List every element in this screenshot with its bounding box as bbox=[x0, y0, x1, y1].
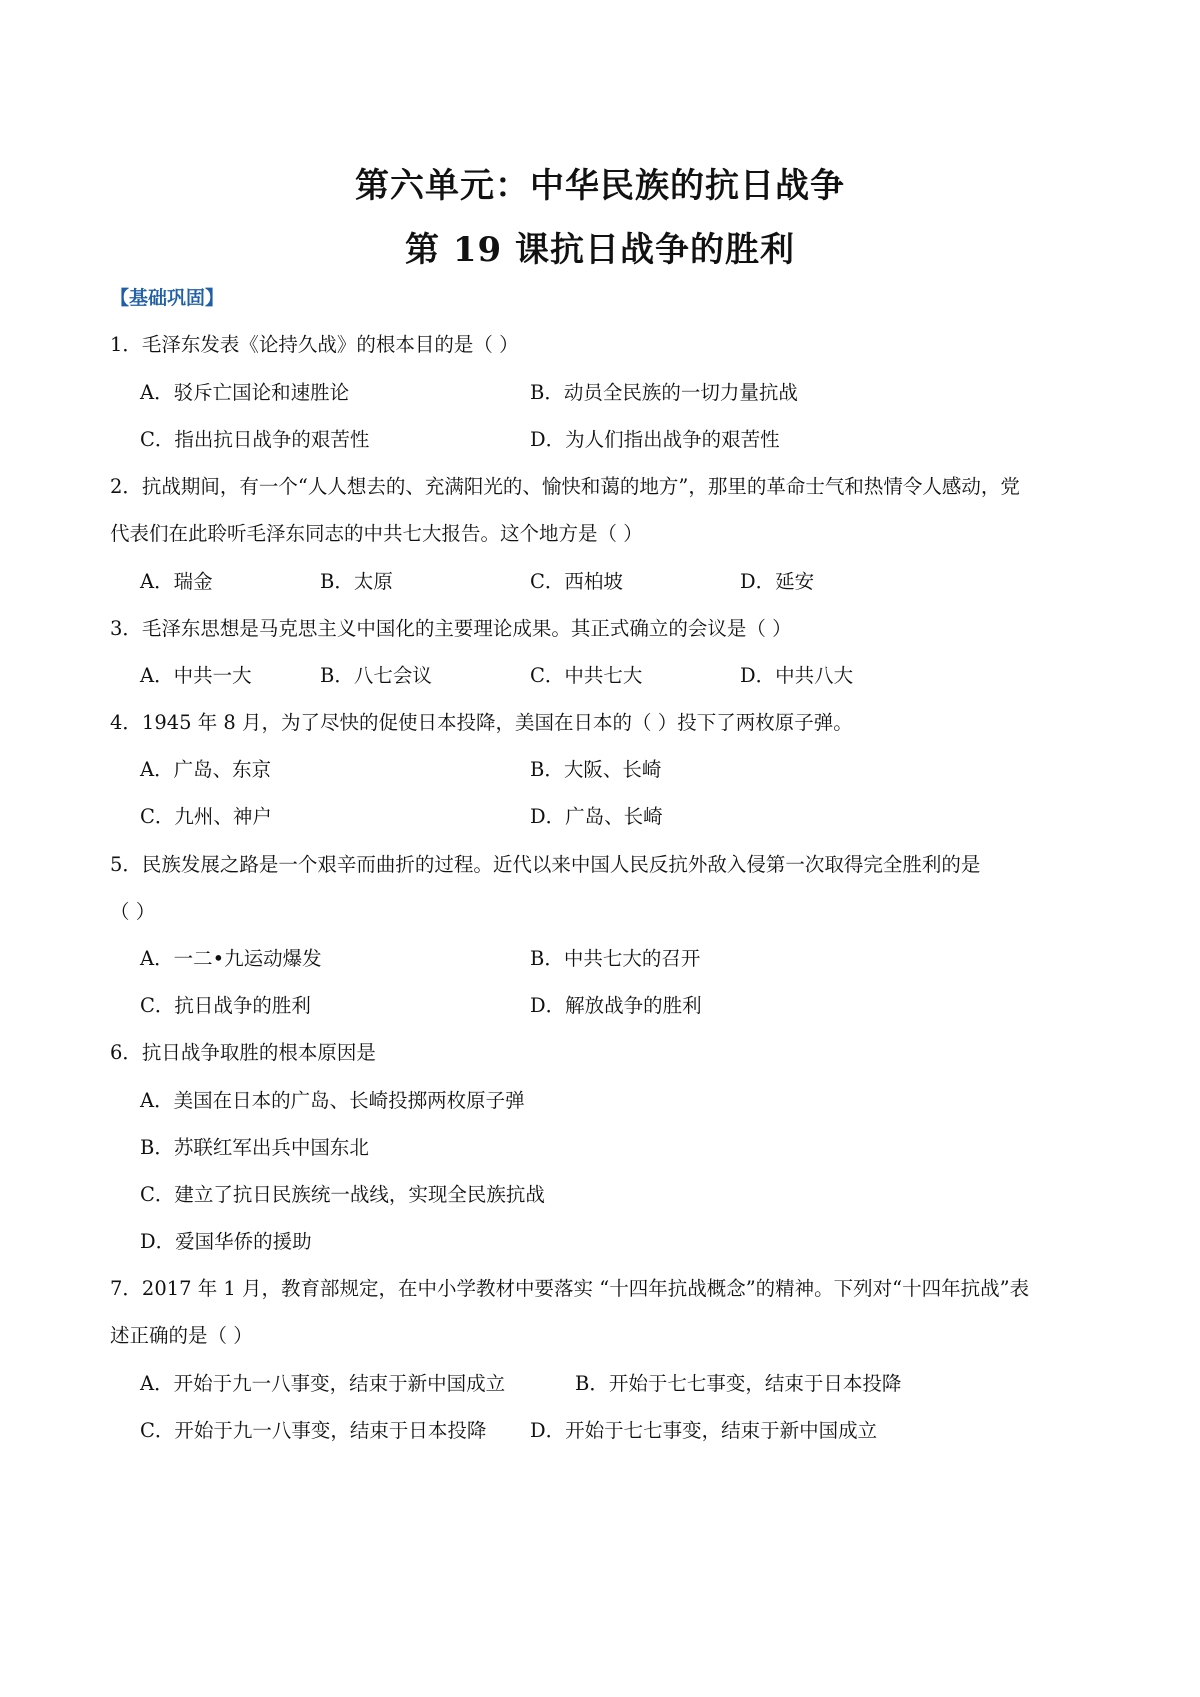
question-6-option-b: B．苏联红军出兵中国东北 bbox=[140, 1136, 369, 1159]
question-2-option-c: C．西柏坡 bbox=[530, 570, 623, 593]
question-5-option-b: B．中共七大的召开 bbox=[530, 947, 701, 970]
question-4-option-c: C．九州、神户 bbox=[140, 805, 272, 828]
question-5-option-a: A．一二•九运动爆发 bbox=[140, 947, 322, 970]
question-2-option-a: A．瑞金 bbox=[140, 570, 213, 593]
question-7-stem-line-2: 述正确的是（ ） bbox=[110, 1324, 253, 1347]
question-1-option-d: D．为人们指出战争的艰苦性 bbox=[530, 428, 780, 451]
question-3-stem: 3．毛泽东思想是马克思主义中国化的主要理论成果。其正式确立的会议是（ ） bbox=[110, 617, 792, 640]
question-7-stem-line-1: 7．2017 年 1 月，教育部规定，在中小学教材中要落实 “十四年抗战概念”的精神。下列对“十四年抗战”表 bbox=[110, 1277, 1030, 1300]
section-heading: 【基础巩固】 bbox=[110, 287, 225, 309]
question-7-option-b: B．开始于七七事变，结束于日本投降 bbox=[575, 1372, 902, 1395]
question-7-option-d: D．开始于七七事变，结束于新中国成立 bbox=[530, 1419, 878, 1442]
question-2-option-b: B．太原 bbox=[320, 570, 393, 593]
question-7-option-a: A．开始于九一八事变，结束于新中国成立 bbox=[140, 1372, 506, 1395]
question-5-option-d: D．解放战争的胜利 bbox=[530, 994, 702, 1017]
question-6-option-c: C．建立了抗日民族统一战线，实现全民族抗战 bbox=[140, 1183, 545, 1206]
question-5-option-c: C．抗日战争的胜利 bbox=[140, 994, 311, 1017]
question-1-stem: 1．毛泽东发表《论持久战》的根本目的是（ ） bbox=[110, 333, 519, 356]
question-6-option-a: A．美国在日本的广岛、长崎投掷两枚原子弹 bbox=[140, 1089, 525, 1112]
lesson-title: 第 19 课抗日战争的胜利 bbox=[405, 230, 795, 270]
question-4-option-b: B．大阪、长崎 bbox=[530, 758, 662, 781]
question-3-option-c: C．中共七大 bbox=[530, 664, 643, 687]
question-1-option-a: A．驳斥亡国论和速胜论 bbox=[140, 381, 350, 404]
question-4-option-a: A．广岛、东京 bbox=[140, 758, 272, 781]
question-3-option-a: A．中共一大 bbox=[140, 664, 252, 687]
question-5-stem-line-2: （ ） bbox=[110, 900, 156, 923]
question-5-stem-line-1: 5．民族发展之路是一个艰辛而曲折的过程。近代以来中国人民反抗外敌入侵第一次取得完全胜利的是 bbox=[110, 853, 981, 876]
question-4-option-d: D．广岛、长崎 bbox=[530, 805, 663, 828]
question-1-option-c: C．指出抗日战争的艰苦性 bbox=[140, 428, 370, 451]
question-2-stem-line-2: 代表们在此聆听毛泽东同志的中共七大报告。这个地方是（ ） bbox=[110, 522, 643, 545]
unit-title: 第六单元：中华民族的抗日战争 bbox=[355, 166, 845, 206]
question-2-option-d: D．延安 bbox=[740, 570, 815, 593]
question-1-option-b: B．动员全民族的一切力量抗战 bbox=[530, 381, 798, 404]
question-2-stem-line-1: 2．抗战期间，有一个“人人想去的、充满阳光的、愉快和蔼的地方”，那里的革命士气和热情令人感动，党 bbox=[110, 475, 1020, 498]
question-6-stem: 6．抗日战争取胜的根本原因是 bbox=[110, 1041, 376, 1064]
question-3-option-d: D．中共八大 bbox=[740, 664, 854, 687]
question-6-option-d: D．爱国华侨的援助 bbox=[140, 1230, 312, 1253]
question-7-option-c: C．开始于九一八事变，结束于日本投降 bbox=[140, 1419, 487, 1442]
question-4-stem: 4．1945 年 8 月，为了尽快的促使日本投降，美国在日本的（ ）投下了两枚原子弹。 bbox=[110, 711, 853, 734]
question-3-option-b: B．八七会议 bbox=[320, 664, 432, 687]
